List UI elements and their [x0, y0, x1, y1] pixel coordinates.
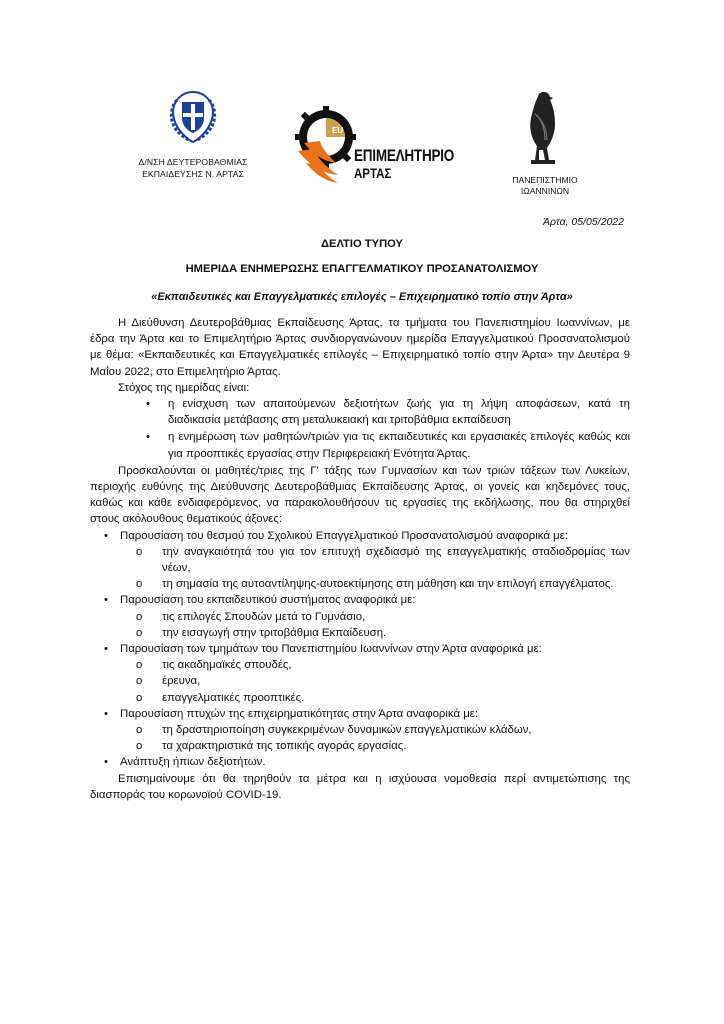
- intro-paragraph: Η Διεύθυνση Δευτεροβάθμιας Εκπαίδευσης Άρτας, τα τμήματα του Πανεπιστημίου Ιωαννίνων, με έδρα την Άρτα και το Επιμελητήριο Άρτας συνδιοργανώνουν ημερίδα Επαγγελματικού Προσανατολισμού με θέμα: «Εκπαιδευτικές και Επαγγελματικές επιλογές – Επιχειρηματικό τοπίο στην Άρτα» την Δευτέρα 9 Μαΐου 2022, στο Επιμελητήριο Άρτας.: [90, 317, 630, 378]
- list-item: o τη δραστηριοποίηση συγκεκριμένων δυναμικών επαγγελματικών κλάδων,: [120, 722, 630, 738]
- university-line1: ΠΑΝΕΠΙΣΤΗΜΙΟ: [512, 175, 578, 185]
- topic-text: • Ανάπτυξη ήπιων δεξιοτήτων.: [120, 756, 266, 769]
- list-item: o επαγγελματικές προοπτικές.: [120, 690, 630, 706]
- chamber-name-line1: ΕΠΙΜΕΛΗΤΗΡΙΟ: [354, 147, 455, 165]
- list-item: • η ενημέρωση των μαθητών/τριών για τις εκπαιδευτικές και εργασιακές επιλογές καθώς και για προοπτικές εργασίας στην Περιφερειακή Ενότητα Άρτας.: [90, 429, 630, 461]
- event-theme-title: «Εκπαιδευτικές και Επαγγελματικές επιλογές – Επιχειρηματικό τοπίο στην Άρτα»: [151, 291, 573, 303]
- list-item: [90, 528, 630, 593]
- document-type-title: ΔΕΛΤΙΟ ΤΥΠΟΥ: [320, 238, 403, 250]
- closing-paragraph: Επισημαίνουμε ότι θα τηρηθούν τα μέτρα και η ισχύουσα νομοθεσία περί αντιμετώπισης της διασποράς του κορωνοϊού COVID-19.: [90, 772, 630, 801]
- topics-list: [90, 528, 630, 771]
- university-logo: [500, 88, 590, 197]
- directorate-line1: Δ/ΝΣΗ ΔΕΥΤΕΡΟΒΑΘΜΙΑΣ: [138, 157, 248, 167]
- chamber-name-line2: ΑΡΤΑΣ: [354, 165, 392, 181]
- topic-text: • Παρουσίαση των τμημάτων του Πανεπιστημίου Ιωαννίνων στην Άρτα αναφορικά με:: [120, 643, 542, 656]
- directorate-name: [118, 156, 268, 180]
- university-line2: ΙΩΑΝΝΙΝΩΝ: [520, 186, 570, 196]
- list-item: o έρευνα,: [120, 673, 630, 689]
- list-item: o τα χαρακτηριστικά της τοπικής αγοράς εργασίας.: [120, 738, 630, 754]
- topic-text: • Παρουσίαση πτυχών της επιχειρηματικότητας στην Άρτα αναφορικά με:: [120, 707, 479, 720]
- subtopics-list: [120, 609, 630, 641]
- chamber-emblem-icon: [292, 103, 356, 185]
- topic-text: • Παρουσίαση του θεσμού του Σχολικού Επαγγελματικού Προσανατολισμού αναφορικά με:: [120, 529, 568, 542]
- chamber-logo: [292, 103, 467, 185]
- list-item: o τις επιλογές Σπουδών μετά το Γυμνάσιο,: [120, 609, 630, 625]
- list-item: • η ενίσχυση των απαιτούμενων δεξιοτήτων ζωής για τη λήψη αποφάσεων, κατά τη διαδικασία μετάβασης στη μεταλυκειακή και τριτοβάθμια εκπαίδευση: [90, 396, 630, 428]
- list-item: [90, 706, 630, 755]
- directorate-logo: [118, 88, 268, 180]
- list-item: o τη σημασία της αυτοαντίληψης-αυτοεκτίμησης στη μάθηση και την επιλογή επαγγέλματος.: [120, 576, 630, 592]
- document-date: Άρτα, 05/05/2022: [543, 216, 624, 228]
- subtopics-list: [120, 657, 630, 706]
- list-item: [90, 592, 630, 641]
- topic-text: • Παρουσίαση του εκπαιδευτικού συστήματος αναφορικά με:: [120, 594, 416, 607]
- subtopics-list: [120, 722, 630, 754]
- list-item: o την εισαγωγή στην τριτοβάθμια Εκπαίδευση.: [120, 625, 630, 641]
- university-name: [500, 175, 590, 197]
- goals-list: [90, 396, 630, 462]
- subtopics-list: [120, 544, 630, 593]
- list-item: o την αναγκαιότητά του για τον επιτυχή σχεδιασμό της επαγγελματικής σταδιοδρομίας των νέων,: [120, 544, 630, 576]
- falcon-emblem-icon: [515, 88, 575, 168]
- directorate-line2: ΕΚΠΑΙΔΕΥΣΗΣ Ν. ΑΡΤΑΣ: [142, 169, 244, 179]
- greek-coat-of-arms-icon: [163, 88, 223, 146]
- goals-lead: Στόχος της ημερίδας είναι:: [118, 381, 250, 394]
- list-item: [90, 641, 630, 706]
- svg-text:EU: EU: [332, 126, 344, 135]
- document-body: [90, 315, 630, 803]
- list-item: o τις ακαδημαϊκές σπουδές,: [120, 657, 630, 673]
- list-item: [90, 754, 630, 770]
- invitation-paragraph: Προσκαλούνται οι μαθητές/τριες της Γ' τάξης των Γυμνασίων και των τριών τάξεων των Λυκείων, περιοχής ευθύνης της Διεύθυνσης Δευτεροβάθμιας Εκπαίδευσης Άρτας, οι γονείς και κηδεμόνες τους, καθώς και κάθε ενδιαφερόμενος, να παρακολουθήσουν τις εργασίες της εκδήλωσης, που θα στηριχθεί στους ακόλουθους θεματικούς άξονες:: [90, 464, 630, 526]
- event-title: ΗΜΕΡΙΔΑ ΕΝΗΜΕΡΩΣΗΣ ΕΠΑΓΓΕΛΜΑΤΙΚΟΥ ΠΡΟΣΑΝΑΤΟΛΙΣΜΟΥ: [185, 263, 539, 275]
